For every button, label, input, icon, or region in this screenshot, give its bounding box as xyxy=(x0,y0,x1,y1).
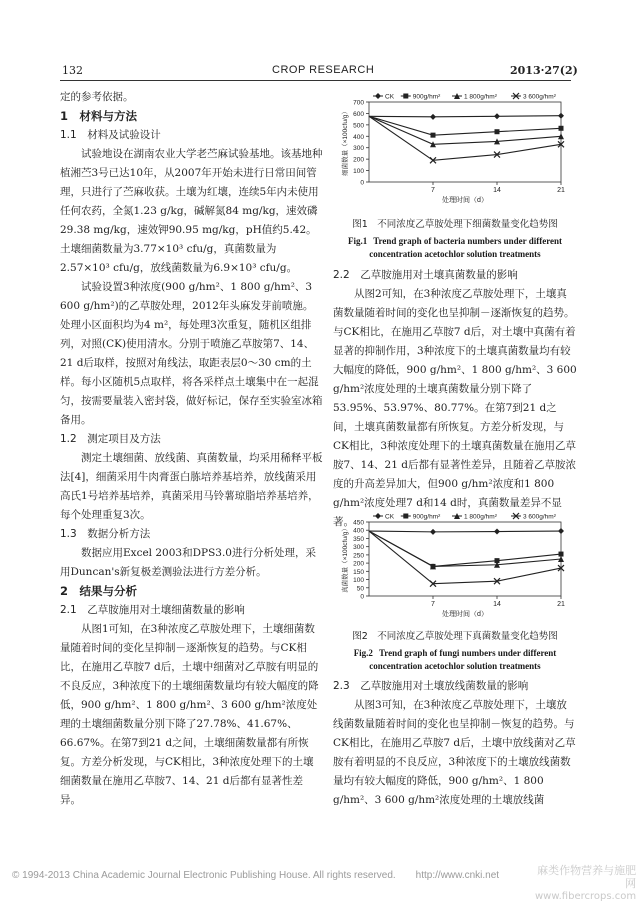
fig2-ytick-label-2: 100 xyxy=(353,577,364,585)
fig1-legend-label-0: CK xyxy=(385,93,395,101)
fig2-legend-label-0: CK xyxy=(385,513,395,521)
fig2-legend-marker-1 xyxy=(403,514,408,519)
section-1-2-heading: 1.2 测定项目及方法 xyxy=(60,433,161,445)
fig2-ytick-label-5: 250 xyxy=(353,552,364,560)
fig1-ytick-label-4: 400 xyxy=(353,133,364,141)
paragraph-1-3: 数据应用Excel 2003和DPS3.0进行分析处理，采用Duncan's新复极差测验法进行方差分析。 xyxy=(60,547,316,578)
fig2-x-axis-label: 处理时间（d） xyxy=(442,611,488,618)
paragraph-1-2: 测定土壤细菌、放线菌、真菌数量，均采用稀释平板法[4]，细菌采用牛肉膏蛋白胨培养基培养，放线菌采用高氏1号培养基培养，真菌采用马铃薯琼脂培养基培养，每个处理重复3次。 xyxy=(60,452,323,521)
fig1-ytick-label-5: 500 xyxy=(353,122,364,130)
fig1-legend-label-1: 900g/hm² xyxy=(412,93,441,101)
fig1-plot-frame xyxy=(369,102,561,182)
section-2-1-heading: 2.1 乙草胺施用对土壤细菌数量的影响 xyxy=(60,604,245,616)
section-2-3-heading: 2.3 乙草胺施用对土壤放线菌数量的影响 xyxy=(333,680,529,692)
section-1-heading: 1 材料与方法 xyxy=(60,109,138,123)
fig1-ytick-label-6: 600 xyxy=(353,110,364,118)
fig1-ytick-label-3: 300 xyxy=(353,145,364,153)
fig2-legend-label-2: 1 800g/hm² xyxy=(464,513,497,521)
figure-2-caption xyxy=(335,628,575,673)
fig2-ytick-label-6: 300 xyxy=(353,544,364,552)
fig2-xtick-label-2: 21 xyxy=(557,601,565,608)
section-1-1-heading: 1.1 材料及试验设计 xyxy=(60,129,161,141)
fig2-ytick-label-8: 400 xyxy=(353,527,364,535)
fig2-series-line-0 xyxy=(369,531,561,532)
figure-1-caption xyxy=(335,216,575,261)
figure-1-caption-en-2: concentration acetochlor solution treatments xyxy=(369,249,541,259)
figure-2 xyxy=(335,508,575,628)
paragraph-2-1: 从图1可知，在3种浓度乙草胺处理下，土壤细菌数量随着时间的变化呈抑制－逐渐恢复的趋势。与CK相比，在施用乙草胺7 d后，土壤中细菌对乙草胺有明显的不良反应，3种浓度下的土壤细菌数量均有较大幅度的降低，900 g/hm²、1 800 g/hm²、3 600 g/hm²浓度处理的土壤细菌数量分别下降了27.78%、41.67%、66.67%。在第7到21 d之间，土壤细菌数量都有所恢复。方差分析发现，与CK相比，3种浓度处理下的土壤细菌数量在施用乙草胺7、14、21 d后都有显著性差异。 xyxy=(60,623,319,806)
fig1-xtick-label-0: 7 xyxy=(431,187,435,194)
fig2-ytick-label-1: 50 xyxy=(356,585,364,593)
watermark-line-2: www.fibercrops.com xyxy=(535,891,636,902)
figure-1-caption-en-1: Trend graph of bacteria numbers under different xyxy=(373,236,563,246)
fig2-xtick-label-1: 14 xyxy=(493,601,501,608)
section-2-heading: 2 结果与分析 xyxy=(60,584,138,598)
fig1-xtick-label-1: 14 xyxy=(493,187,501,194)
intro-line: 定的参考依据。 xyxy=(60,91,134,103)
paragraph-1-1-b: 试验设置3种浓度(900 g/hm²、1 800 g/hm²、3 600 g/hm²)的乙草胺处理，2012年头麻发芽前喷施。处理小区面积均为4 m²，每处理3次重复，随机区组排列，对照(CK)使用清水。分别于喷施乙草胺第7、14、21 d后取样，按照对角线法，取距表层0～30 cm的土样。每小区随机5点取样，将各采样点土壤集中在一起混匀，按需要量装入密封袋，做好标记，保存至实验室冰箱备用。 xyxy=(60,281,323,426)
figure-2-caption-en-1: Trend graph of fungi numbers under different xyxy=(378,648,557,658)
figure-2-caption-cn: 图2 不同浓度乙草胺处理下真菌数量变化趋势图 xyxy=(352,631,558,642)
fig1-series-line-0 xyxy=(369,116,561,117)
right-column-upper xyxy=(333,266,577,532)
right-column-lower xyxy=(333,677,577,810)
fig2-legend-label-3: 3 600g/hm² xyxy=(523,513,556,521)
fig2-point-0-1 xyxy=(430,529,436,535)
fig1-ytick-label-1: 100 xyxy=(353,168,364,176)
fig2-legend-marker-0 xyxy=(375,513,381,519)
fig1-legend-marker-1 xyxy=(403,94,408,99)
fig2-ytick-label-3: 150 xyxy=(353,568,364,576)
fig1-point-0-2 xyxy=(494,113,500,119)
site-watermark xyxy=(535,864,636,903)
fig1-ytick-label-7: 700 xyxy=(353,99,364,107)
fig2-point-0-2 xyxy=(494,529,500,535)
fig1-ytick-label-2: 200 xyxy=(353,156,364,164)
fig2-legend-label-1: 900g/hm² xyxy=(412,513,441,521)
copyright-footer: © 1994-2013 China Academic Journal Electronic Publishing House. All rights reserved. http://www.cnki.net xyxy=(12,870,500,881)
fig2-xtick-label-0: 7 xyxy=(431,601,435,608)
fungi-chart xyxy=(335,508,575,624)
fig2-series-line-2 xyxy=(369,531,561,566)
fig1-xtick-label-2: 21 xyxy=(557,187,565,194)
figure-1 xyxy=(335,86,575,216)
fig1-legend-label-3: 3 600g/hm² xyxy=(523,93,556,101)
section-1-3-heading: 1.3 数据分析方法 xyxy=(60,528,151,540)
fig1-series-line-1 xyxy=(369,116,561,135)
bacteria-chart xyxy=(335,86,575,212)
fig1-x-axis-label: 处理时间（d） xyxy=(442,197,488,204)
fig2-point-1-3 xyxy=(559,552,564,557)
fig2-ytick-label-9: 450 xyxy=(353,519,364,527)
fig2-plot-frame xyxy=(369,522,561,596)
journal-name: CROP RESEARCH xyxy=(272,64,375,76)
header-rule xyxy=(60,80,571,81)
fig2-ytick-label-4: 200 xyxy=(353,560,364,568)
paragraph-2-2: 从图2可知，在3种浓度乙草胺处理下，土壤真菌数量随着时间的变化也呈抑制－逐渐恢复的趋势。与CK相比，在施用乙草胺7 d后，对土壤中真菌有着显著的抑制作用，3种浓度下的土壤真菌数量均有较大幅度的降低，900 g/hm²、1 800 g/hm²、3 600 g/hm²浓度处理的土壤真菌数量分别下降了53.95%、53.97%、80.77%。在第7到21 d之间，土壤真菌数量都有所恢复。方差分析发现，与CK相比，3种浓度处理下的土壤真菌数量在施用乙草胺7、14、21 d后都有显著性差异，且随着乙草胺浓度的升高差异加大，但900 g/hm²浓度和1 800 g/hm²浓度处理7 d和14 d时，真菌数量差异不显著。 xyxy=(333,288,577,528)
fig1-legend-marker-0 xyxy=(375,93,381,99)
fig1-y-axis-label: 细菌数量（×100cfu/g） xyxy=(342,108,349,176)
issue-info: 2013·27(2) xyxy=(510,64,578,77)
left-column xyxy=(60,88,323,810)
section-2-2-heading: 2.2 乙草胺施用对土壤真菌数量的影响 xyxy=(333,269,518,281)
fig2-ytick-label-0: 0 xyxy=(360,593,364,601)
paragraph-1-1-a: 试验地设在湖南农业大学老苎麻试验基地。该基地种植湘苎3号已达10年，从2007年开始未进行日常田间管理，只进行了苎麻收获。土壤为红壤，连续5年内未使用任何农药，全氮1.23 g/kg，碱解氮84 mg/kg，速效磷29.38 mg/kg，速效钾90.95 mg/kg，pH值约5.42。土壤细菌数量为3.77×10³ cfu/g，真菌数量为2.57×10³ cfu/g，放线菌数量为6.9×10³ cfu/g。 xyxy=(60,148,323,274)
watermark-line-1: 麻类作物营养与施肥网 xyxy=(537,864,636,890)
fig1-point-1-1 xyxy=(431,133,436,138)
figure-2-label: Fig.2 xyxy=(353,648,373,658)
fig1-point-1-3 xyxy=(559,126,564,131)
fig2-y-axis-label: 真菌数量（×100cfu/g） xyxy=(342,525,349,593)
fig1-point-1-2 xyxy=(495,129,500,134)
figure-2-caption-en-2: concentration acetochlor solution treatments xyxy=(369,661,541,671)
paragraph-2-3: 从图3可知，在3种浓度乙草胺处理下，土壤放线菌数量随着时间的变化也呈抑制－恢复的趋势。与CK相比，在施用乙草胺7 d后，土壤中放线菌对乙草胺有着明显的不良反应，3种浓度下的土壤放线菌数量均有较大幅度的降低，900 g/hm²、1 800 g/hm²、3 600 g/hm²浓度处理的土壤放线菌 xyxy=(333,699,576,806)
figure-1-caption-cn: 图1 不同浓度乙草胺处理下细菌数量变化趋势图 xyxy=(352,219,558,230)
fig2-ytick-label-7: 350 xyxy=(353,535,364,543)
fig1-point-0-1 xyxy=(430,114,436,120)
fig1-ytick-label-0: 0 xyxy=(360,179,364,187)
fig2-point-0-3 xyxy=(558,528,564,534)
figure-1-label: Fig.1 xyxy=(347,236,368,246)
fig1-legend-label-2: 1 800g/hm² xyxy=(464,93,497,101)
page-number: 132 xyxy=(62,64,83,77)
fig1-point-0-3 xyxy=(558,113,564,119)
